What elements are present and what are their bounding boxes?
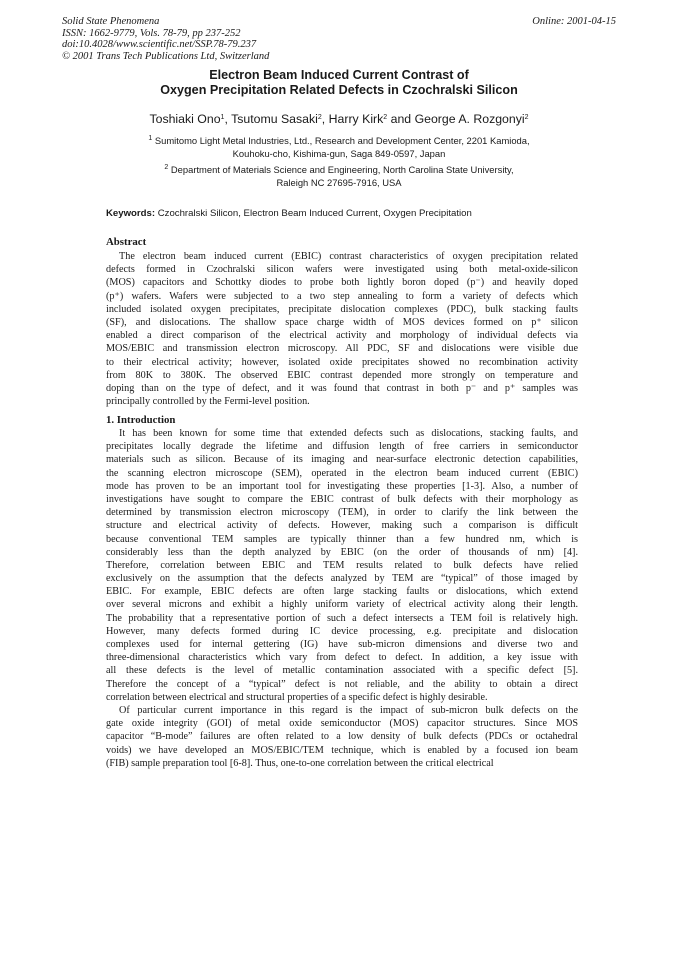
author-affiliation-marker: 2 [317, 114, 322, 121]
text-line: enabled a direct comparison of the electrical activity and morphology of individual defects via [106, 330, 578, 342]
text-line: The electron beam induced current (EBIC) contrast characteristics of oxygen precipitation related [119, 251, 578, 262]
copyright-line: © 2001 Trans Tech Publications Ltd, Switzerland [62, 50, 270, 62]
author-affiliation-marker: 1 [220, 114, 225, 121]
affiliation-2-line-1: Department of Materials Science and Engineering, North Carolina State University, [170, 164, 514, 175]
affiliation-1 [62, 135, 616, 160]
author-name: Toshiaki Ono [149, 112, 221, 126]
affiliation-1-line-1: Sumitomo Light Metal Industries, Ltd., Research and Development Center, 2201 Kamioda, [154, 135, 530, 146]
doi-line[interactable]: doi:10.4028/www.scientific.net/SSP.78-79.237 [62, 39, 257, 51]
text-line: It has been known for some time that extended defects such as dislocations, stacking faults, and [119, 428, 578, 439]
text-line: over several microns and exhibit a highly uniform variety of electrical activity along their length. [106, 599, 578, 611]
text-line: (SF), and dislocations. The shallow space charge width of MOS devices formed on p⁺ silicon [106, 316, 578, 328]
affiliation-1-line-2: Kouhoku-cho, Kishima-gun, Saga 849-0597, Japan [232, 147, 446, 159]
text-line: mode has proven to be an important tool for investigating these properties [1-3]. Also, a number of [106, 480, 578, 492]
text-line: gate oxide integrity (GOI) of metal oxide semiconductor (MOS) capacitor structures. Since MOS [106, 718, 578, 730]
text-line: The probability that a representative portion of such a defect intersects a TEM foil is relatively high. [106, 612, 578, 624]
text-line: MOS/EBIC and transmission electron microscopy. All PDC, SF and dislocations were visible due [106, 343, 578, 355]
text-line: (p⁺) wafers. Wafers were subjected to a two step annealing to form a variety of defects which [106, 290, 578, 302]
text-line: materials such as silicon. Because of its imaging and near-surface electronic detection capabilities, [106, 454, 578, 466]
affiliation-1-number: 1 [148, 135, 153, 142]
affiliation-2-number: 2 [164, 164, 169, 171]
author-name: Tsutomu Sasaki [231, 112, 318, 126]
text-line: Therefore, correlation between EBIC and TEM results related to bulk defects have relied [106, 559, 578, 571]
affiliation-2-line-2: Raleigh NC 27695-7916, USA [276, 176, 402, 188]
text-line: correlation between electrical and structural properties of a specific defect is highly desirable. [106, 691, 488, 703]
text-line: the scanning electron microscope (SEM), operated in the electron beam induced current (EBIC) [106, 467, 578, 479]
paper-title-line-1: Electron Beam Induced Current Contrast of [209, 68, 469, 82]
author-separator: , [224, 112, 232, 126]
keywords-text: Czochralski Silicon, Electron Beam Induced Current, Oxygen Precipitation [157, 208, 472, 219]
introduction-body [106, 427, 578, 770]
text-line: determined by transmission electron microscopy (TEM), in order to clarify the link between the [106, 507, 578, 519]
text-line: exclusively on the assumption that the defects analyzed by TEM are “typical” of those imaged by [106, 573, 578, 585]
text-line: EBIC. For example, EBIC defects are often large stacking faults or dislocations, which extend [106, 586, 578, 598]
text-line: Therefore the concept of a “typical” defect is not reliable, and the ability to obtain a direct [106, 678, 578, 690]
text-line: complexes used for internal gettering (IG) have sub-micron dimensions and diverse two and [106, 639, 578, 650]
text-line: considerably less than the depth analyzed by EBIC (on the order of thousands of nm) [4]. [106, 546, 578, 558]
abstract-heading: Abstract [106, 236, 147, 248]
introduction-heading: 1. Introduction [106, 414, 176, 426]
author-name: Harry Kirk [328, 112, 384, 126]
online-date: Online: 2001-04-15 [532, 16, 616, 27]
author-separator: , [321, 112, 329, 126]
text-line: because conventional TEM samples are typically thinner than a few hundred nm, which is [106, 533, 578, 545]
text-line: defects formed in Czochralski silicon wafers were investigated using both metal-oxide-silicon [106, 264, 578, 276]
keywords [106, 208, 472, 219]
author-separator: and [387, 112, 415, 126]
text-line: structure and electrical activity of defects. However, making such a comparison is difficult [106, 520, 578, 532]
text-line: investigations have sought to compare the EBIC contrast of bulk defects with their morphology as [106, 493, 578, 505]
journal-header [62, 16, 269, 62]
text-line: all these defects is the level of metallic contamination associated with a specific defect [5]. [106, 665, 578, 677]
journal-name: Solid State Phenomena [62, 16, 160, 27]
text-line: capacitor “B-mode” failures are often related to a low density of bulk defects (PDCs or octahedral [106, 731, 578, 743]
author-affiliation-marker: 2 [383, 114, 388, 121]
abstract-body [106, 250, 578, 408]
paper-title-line-2: Oxygen Precipitation Related Defects in Czochralski Silicon [160, 83, 518, 97]
text-line: precipitates locally degrade the lifetime and diffusion length of free carriers in semiconductor [106, 441, 578, 453]
issn-line: ISSN: 1662-9779, Vols. 78-79, pp 237-252 [62, 27, 241, 39]
text-line: to their electrical activity; however, isolated oxide precipitates showed no recombination activity [106, 356, 578, 368]
author-affiliation-marker: 2 [524, 114, 529, 121]
keywords-label: Keywords: [106, 208, 156, 219]
text-line: Of particular current importance in this regard is the impact of sub-micron bulk defects on the [119, 704, 578, 716]
text-line: (MOS) capacitors and Schottky diodes to probe both lightly boron doped (p⁻) and heavily doped [106, 277, 578, 289]
affiliation-2 [62, 164, 616, 189]
text-line: However, many defects formed during IC device processing, e.g. precipitate and dislocation [106, 625, 578, 637]
text-line: from 80K to 380K. The observed EBIC contrast depended more strongly on temperature and [106, 369, 578, 381]
author-list [62, 112, 616, 126]
text-line: principally controlled by the Fermi-level position. [106, 396, 310, 408]
text-line: three-dimensional characteristics which vary from defect to defect. In addition, a key issue with [106, 652, 578, 664]
text-line: included isolated oxygen precipitates, precipitate dislocation complexes (PDC), bulk stacking faults [106, 303, 578, 315]
text-line: doping than on the type of defect, and it was found that contrast in both p⁻ and p⁺ samples was [106, 382, 578, 394]
text-line: (FIB) sample preparation tool [6-8]. Thus, one-to-one correlation between the critical electrical [106, 757, 494, 769]
text-line: voids) we have developed an MOS/EBIC/TEM technique, which is enabled by a focused ion beam [106, 744, 578, 756]
author-name: George A. Rozgonyi [414, 112, 525, 126]
